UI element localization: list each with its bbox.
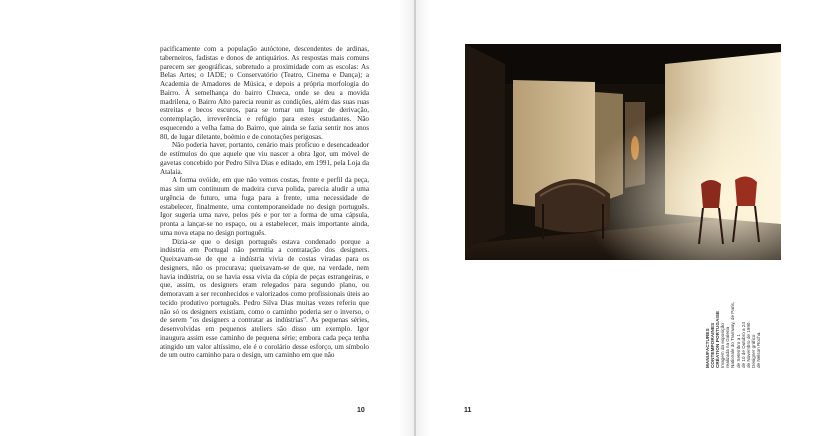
caption-line: realizada na Galeria [725,326,731,368]
caption-line: de 10 de Outubro a 24 [740,322,746,368]
paragraph-3: A forma ovóide, em que não vemos costas, frente e perfil da peça, mas sim um continuum de madeira curva polida, parecia aludir a uma urgência de futuro, uma fuga para a frente, uma necessidade de estabelecer, finalmente, uma contemporaneidade no design português. Igor sugeria uma nave, pelos pés e por ter a forma de uma cápsula, pronta a lançar-se no espaço, ou a estabelecer, mais importante ainda, uma nova etapa no design português. [160,176,369,237]
page-number-right: 11 [464,407,472,414]
caption-line: de Setembro a 1 [735,334,741,368]
caption-line: Nationale do Tramway, de Paris, [730,301,736,368]
right-page [416,0,831,436]
caption-line: de Nelson Rocha. [755,331,761,368]
paragraph-2: Não poderia haver, portanto, cenário mais profícuo e desencadeador de estímulos do que aquele que viu nascer a obra Igor, um móvel de gavetas concebido por Pedro Silva Dias e editado, em 1991, pela Loja da Atalaia. [160,141,369,176]
caption-line: Imagem da exposição [720,323,726,368]
left-page [0,0,415,436]
paragraph-4: Dizia-se que o design português estava condenado porque a indústria em Portugal não permitia a contratação dos designers. Queixavam-se de que a indústria vivia de costas viradas para os designers, não os procurava; queixavam-se de que, na verdade, nem havia indústria, ou se havia essa vivia da cópia de peças estrangeiras, e que, assim, os designers eram relegados para segundo plano, ou demoravam a ser reconhecidos e valorizados como profissionais úteis ao tecido produtivo português. Pedro Silva Dias muitas vezes referiu que não só os designers existiam, como o caminho poderia ser o inverso, o de serem "os designers a contratar as indústrias". As pequenas séries, desenvolvidas em pequenos ateliers são disso um exemplo. Igor inaugura assim esse caminho de pequena série; embora cada peça tenha atingido um valor altíssimo, ele é o corolário desse esforço, um símbolo de um outro caminho para o design, um caminho em que não [160,237,369,360]
caption-line: CRÉATION PORTUGAISE [715,310,721,368]
gutter-shadow-left [398,0,414,436]
page-number-left: 10 [357,407,365,414]
caption-title: MANUFACTURES [705,328,710,368]
paragraph-1: pacificamente com a população autóctone, descendentes de ardinas, taberneiros, fadistas e donos de antiquários. As respostas mais comuns parecem ser geográficas, sobretudo a proximidade com as escolas: As Belas Artes; o IADE; o Conservatório (Teatro, Cinema e Dança); a Academia de Amadores de Música, e depois a própria morfologia do Bairro. À semelhança do bairro Chueca, onde se deu a movida madrilena, o Bairro Alto parecia reunir as condições, além das suas ruas estreitas e becos escuros, para se tornar um lugar de derivação, contemplação, irreverência e refúgio para estes estudantes. Não esquecendo a velha fama do Bairro, que ainda se fazia sentir nos anos 80, de lugar diletante, boémio e de conotações perigosas. [160,45,369,141]
photo-caption [705,180,785,368]
body-text [160,45,369,360]
caption-line: Designer gráfico [750,334,756,368]
caption-line: de Novembro de 1990. [745,321,751,368]
caption-line: CONTEMPORAINES [710,322,716,368]
gutter-shadow-right [416,0,430,436]
